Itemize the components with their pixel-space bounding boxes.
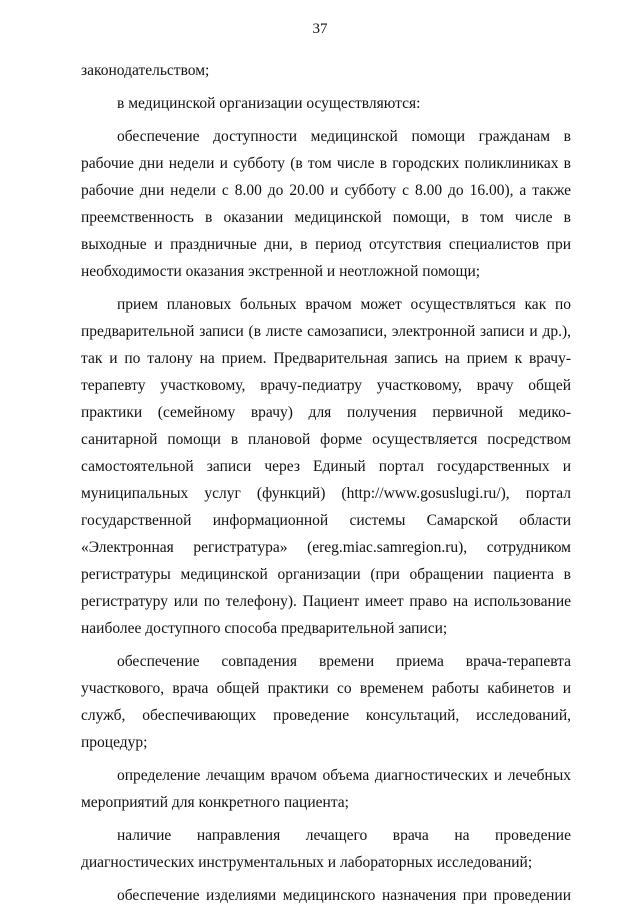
- page-number: 37: [312, 21, 328, 37]
- paragraph-availability: обеспечение доступности медицинской помощи гражданам в рабочие дни недели и субботу (в том числе в городских поликлиниках в рабочие дни недели с 8.00 до 20.00 и субботу с 8.00 до 16.00), а также преемственность в оказании медицинской помощи, в том числе в выходные и праздничные дни, в период отсутствия специалистов при необходимости оказания экстренной и неотложной помощи;: [81, 128, 571, 280]
- document-body: [81, 57, 571, 909]
- paragraph-referral: наличие направления лечащего врача на проведение диагностических инструментальных и лабораторных исследований;: [81, 827, 571, 871]
- paragraph-diagnostics: определение лечащим врачом объема диагностических и лечебных мероприятий для конкретного пациента;: [81, 767, 571, 811]
- paragraph-schedule: обеспечение совпадения времени приема врача-терапевта участкового, врача общей практики со временем работы кабинетов и служб, обеспечивающих проведение консультаций, исследований, процедур;: [81, 653, 571, 751]
- paragraph-medical-devices: обеспечение изделиями медицинского назначения при проведении: [117, 887, 571, 904]
- paragraph-intro: в медицинской организации осуществляются:: [117, 95, 421, 112]
- paragraph-continuation: законодательством;: [81, 62, 210, 79]
- paragraph-appointments: прием плановых больных врачом может осуществляться как по предварительной записи (в листе самозаписи, электронной записи и др.), так и по талону на прием. Предварительная запись на прием к врачу-терапевту участковому, врачу-педиатру участковому, врачу общей практики (семейному врачу) для получения первичной медико-санитарной помощи в плановой форме осуществляется посредством самостоятельной записи через Единый портал государственных и муниципальных услуг (функций) (http://www.gosuslugi.ru/), портал государственной информационной системы Самарской области «Электронная регистратура» (ereg.miac.samregion.ru), сотрудником регистратуры медицинской организации (при обращении пациента в регистратуру или по телефону). Пациент имеет право на использование наиболее доступного способа предварительной записи;: [81, 296, 571, 637]
